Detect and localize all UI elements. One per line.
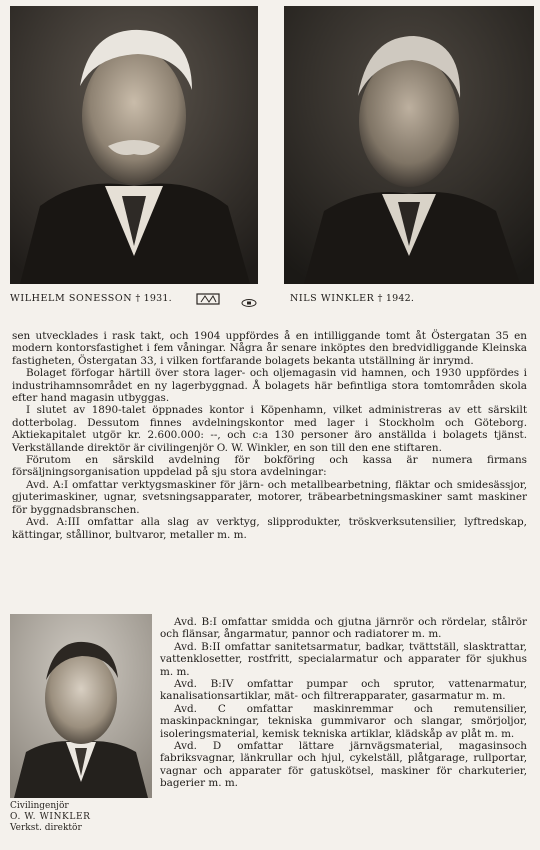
caption-wilhelm-sonesson xyxy=(10,293,172,305)
paragraph: Avd. A:I omfattar verktygsmaskiner för järn- och metallbearbetning, fläktar och smidesässjor, gjuterimaskiner, ugnar, svetsningsapparater, motorer, träbearbetningsmaskiner samt maskiner för byggnadsbranschen. xyxy=(12,478,527,516)
dagger-mark: † xyxy=(377,293,383,304)
caption-role: Verkst. direktör xyxy=(10,823,82,833)
caption-name: NILS WINKLER xyxy=(290,293,375,304)
paragraph: Avd. A:III omfattar alla slag av verktyg, slipprodukter, tröskverksutensilier, lyftredskap, kättingar, stållinor, bultvaror, metaller m. m. xyxy=(12,516,527,541)
body-text-wrapped xyxy=(160,616,527,790)
paragraph: Avd. B:II omfattar sanitetsarmatur, badkar, tvättställ, slasktrattar, vattenklosetter, rostfritt, specialarmatur och apparater för sjukhus m. m. xyxy=(160,640,527,678)
portrait-o-w-winkler xyxy=(10,614,152,798)
caption-nils-winkler xyxy=(290,293,414,305)
company-logo-small-icon xyxy=(240,293,258,303)
caption-year: 1942. xyxy=(385,293,415,304)
portrait-nils-winkler xyxy=(284,6,534,284)
caption-year: 1931. xyxy=(143,293,172,304)
paragraph: Bolaget förfogar härtill över stora lager- och oljemagasin vid hamnen, och 1930 uppfördes i industrihamnsområdet en ny lagerbyggnad. Å bolagets här befintliga stora tomtområden skola efter hand magasin utbyggas. xyxy=(12,367,527,405)
paragraph: Avd. D omfattar lättare järnvägsmaterial, magasinsoch fabriksvagnar, länkrullar och hjul, cykelställ, plåtgarage, rullportar, vagnar och apparater för gatuskötsel, maskiner för charkuterier, bagerier m. m. xyxy=(160,740,527,790)
paragraph: Avd. B:IV omfattar pumpar och sprutor, vattenarmatur, kanalisationsartiklar, mät- och filtrerapparater, gasarmatur m. m. xyxy=(160,678,527,703)
caption-title: Civilingenjör xyxy=(10,801,69,811)
paragraph: I slutet av 1890-talet öppnades kontor i Köpenhamn, vilket administreras av ett särskilt dotterbolag. Dessutom finnes avdelningskontor med lager i Stockholm och Göteborg. Aktiekapitalet utgör kr. 2.600.000: --, och c:a 130 personer äro anställda i bolagets tjänst. Verkställande direktör är civilingenjör O. W. Winkler, en son till den ene stiftaren. xyxy=(12,404,527,454)
caption-name: WILHELM SONESSON xyxy=(10,293,133,304)
paragraph: Förutom en särskild avdelning för bokföring och kassa är numera firmans försäljningsorganisation uppdelad på sju stora avdelningar: xyxy=(12,454,527,479)
company-logo-icon xyxy=(196,291,220,305)
paragraph: Avd. C omfattar maskinremmar och remutensilier, maskinpackningar, tekniska gummivaror och slangar, smörjoljor, isoleringsmaterial, kemisk tekniska artiklar, klädskåp av plåt m. m. xyxy=(160,702,527,740)
dagger-mark: † xyxy=(135,293,141,304)
caption-name: O. W. WINKLER xyxy=(10,812,91,822)
body-text-full-width xyxy=(12,330,527,541)
caption-o-w-winkler xyxy=(10,801,91,834)
portrait-wilhelm-sonesson xyxy=(10,6,258,284)
paragraph: Avd. B:I omfattar smidda och gjutna järnrör och rördelar, stålrör och flänsar, ångarmatur, pannor och radiatorer m. m. xyxy=(160,616,527,641)
paragraph: sen utvecklades i rask takt, och 1904 uppfördes å en intilliggande tomt åt Östergatan 35 en modern kontorsfastighet i fem våningar. Några år senare inköptes den bredvidliggande Kleinska fastigheten, Östergatan 33, i vilken fortfarande bolagets bekanta utställning är inrymd. xyxy=(12,330,527,367)
